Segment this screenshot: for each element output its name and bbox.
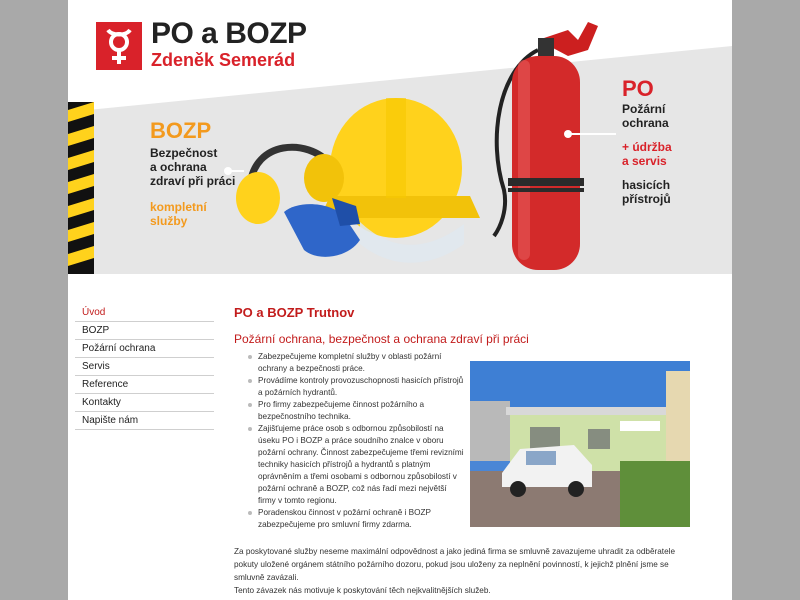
bozp-line: a ochrana xyxy=(150,160,207,174)
list-item: Provádíme kontroly provozuschopnosti hasicích přístrojů a požárních hydrantů. xyxy=(248,375,464,399)
nav-item-kontakty[interactable]: Kontakty xyxy=(75,394,214,412)
page-title: PO a BOZP Trutnov xyxy=(234,305,355,320)
nav-item-servis[interactable]: Servis xyxy=(75,358,214,376)
list-item: Poradenskou činnost v požární ochraně i BOZP zabezpečujeme pro smluvní firmy zdarma. xyxy=(248,507,464,531)
hazard-stripes xyxy=(68,102,94,274)
bozp-line: Bezpečnost xyxy=(150,146,218,160)
nav-item-napiste-nam[interactable]: Napište nám xyxy=(75,412,214,430)
bozp-banner-text xyxy=(150,118,240,228)
nav-item-bozp[interactable]: BOZP xyxy=(75,322,214,340)
brand-subtitle: Zdeněk Semerád xyxy=(151,50,296,70)
list-item: Zajišťujeme práce osob s odbornou způsobilostí na úseku PO i BOZP a práce soudního znalce v oboru požární ochrany. Činnost zabezpečujeme třemi revizními techniky hasicích přístrojů a hydrantů s platným oprávněním a třemi osobami s odbornou způsobilostí v požární ochraně a BOZP, což nás řadí mezi největší firmy v tomto regionu. xyxy=(248,423,464,507)
motivation-paragraph: Tento závazek nás motivuje k poskytování těch nejkvalitnějších služeb. xyxy=(234,586,491,595)
po-title: PO xyxy=(622,76,654,101)
bozp-title: BOZP xyxy=(150,118,212,143)
sidebar-nav xyxy=(75,304,214,430)
bozp-accent-line: kompletní xyxy=(150,200,207,214)
po-line: Požární xyxy=(622,102,666,116)
po-red-line: + údržba xyxy=(622,140,672,154)
company-building-photo xyxy=(470,361,690,527)
nav-item-pozarni-ochrana[interactable]: Požární ochrana xyxy=(75,340,214,358)
bozp-line: zdraví při práci xyxy=(150,174,236,188)
po-line: ochrana xyxy=(622,116,669,130)
nav-item-reference[interactable]: Reference xyxy=(75,376,214,394)
bozp-accent-line: služby xyxy=(150,214,188,228)
po-red-line: a servis xyxy=(622,154,667,168)
po-banner-text xyxy=(622,76,712,206)
po-dark-line: přístrojů xyxy=(622,192,671,206)
header-banner xyxy=(68,0,732,274)
po-dark-line: hasicích xyxy=(622,178,671,192)
list-item: Zabezpečujeme kompletní služby v oblasti požární ochrany a bezpečnosti práce. xyxy=(248,351,464,375)
main-content xyxy=(234,305,694,595)
brand-title[interactable]: PO a BOZP xyxy=(151,17,307,50)
services-list xyxy=(248,351,464,531)
nav-item-uvod[interactable]: Úvod xyxy=(75,304,214,322)
list-item: Pro firmy zabezpečujeme činnost požárního a bezpečnostního technika. xyxy=(248,399,464,423)
page-subtitle: Požární ochrana, bezpečnost a ochrana zdraví při práci xyxy=(234,332,529,346)
page xyxy=(68,0,732,600)
liability-paragraph: Za poskytované služby neseme maximální odpovědnost a jako jediná firma se smluvně zavazujeme uhradit za odběratele pokuty uložené orgánem státního požárního dozoru, pokud jsou uloženy za neplnění povinností, k jejichž plnění jsme se smluvně zavázali. xyxy=(234,547,675,582)
logo-icon[interactable] xyxy=(96,22,142,70)
